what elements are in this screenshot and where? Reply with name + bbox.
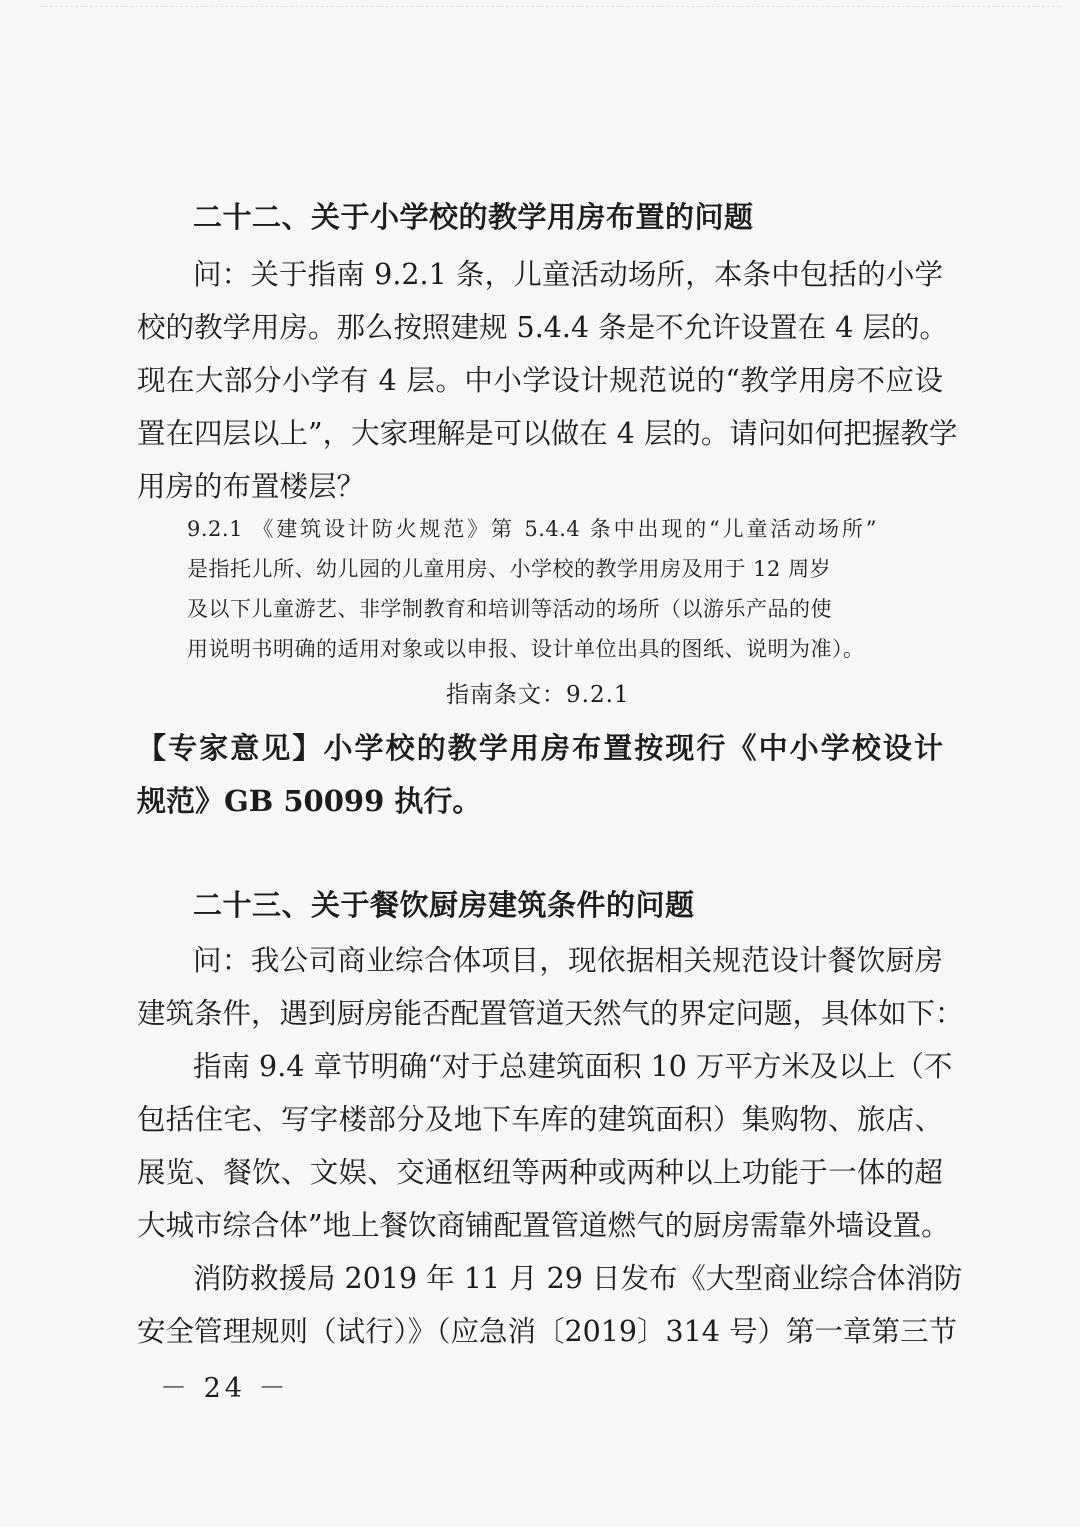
section-22-heading: 二十二、关于小学校的教学用房布置的问题 — [193, 200, 754, 234]
section-23-question-line: 消防救援局 2019 年 11 月 29 日发布《大型商业综合体消防 — [193, 1262, 963, 1295]
guideline-quote-line: 是指托儿所、幼儿园的儿童用房、小学校的教学用房及用于 12 周岁 — [187, 557, 832, 581]
scan-artifact — [40, 6, 1060, 17]
section-23-question-line: 展览、餐饮、文娱、交通枢纽等两种或两种以上功能于一体的超 — [137, 1156, 943, 1189]
section-22-question-line: 校的教学用房。那么按照建规 5.4.4 条是不允许设置在 4 层的。 — [137, 311, 948, 344]
section-23-question-line: 包括住宅、写字楼部分及地下车库的建筑面积）集购物、旅店、 — [137, 1103, 943, 1136]
section-23-question-line: 建筑条件，遇到厨房能否配置管道天然气的界定问题，具体如下： — [137, 997, 964, 1030]
page-number: － 24 － — [160, 1373, 290, 1404]
section-22-question-line: 置在四层以上”，大家理解是可以做在 4 层的。请问如何把握教学 — [137, 417, 958, 450]
section-23-question-line: 指南 9.4 章节明确“对于总建筑面积 10 万平方米及以上（不 — [193, 1050, 953, 1083]
section-22-question-line: 用房的布置楼层？ — [137, 470, 366, 503]
section-23-question-line: 大城市综合体”地上餐饮商铺配置管道燃气的厨房需靠外墙设置。 — [137, 1209, 950, 1242]
section-23-heading: 二十三、关于餐饮厨房建筑条件的问题 — [193, 888, 695, 922]
guideline-quote-line: 9.2.1 《建筑设计防火规范》第 5.4.4 条中出现的“儿童活动场所” — [187, 517, 877, 541]
section-22-question-line: 问：关于指南 9.2.1 条，儿童活动场所，本条中包括的小学 — [193, 258, 943, 291]
guideline-caption: 指南条文：9.2.1 — [446, 682, 630, 708]
section-23-question-line: 安全管理规则（试行）》（应急消〔2019〕314 号）第一章第三节 — [137, 1315, 957, 1348]
guideline-quote-line: 及以下儿童游艺、非学制教育和培训等活动的场所（以游乐产品的使 — [187, 597, 832, 621]
expert-opinion-line: 【专家意见】小学校的教学用房布置按现行《中小学校设计 — [137, 731, 943, 765]
guideline-quote-line: 用说明书明确的适用对象或以申报、设计单位出具的图纸、说明为准）。 — [187, 637, 865, 661]
section-22-question-line: 现在大部分小学有 4 层。中小学设计规范说的“教学用房不应设 — [137, 364, 943, 397]
section-23-question-line: 问：我公司商业综合体项目，现依据相关规范设计餐饮厨房 — [193, 944, 943, 977]
expert-opinion-line: 规范》GB 50099 执行。 — [137, 784, 482, 818]
